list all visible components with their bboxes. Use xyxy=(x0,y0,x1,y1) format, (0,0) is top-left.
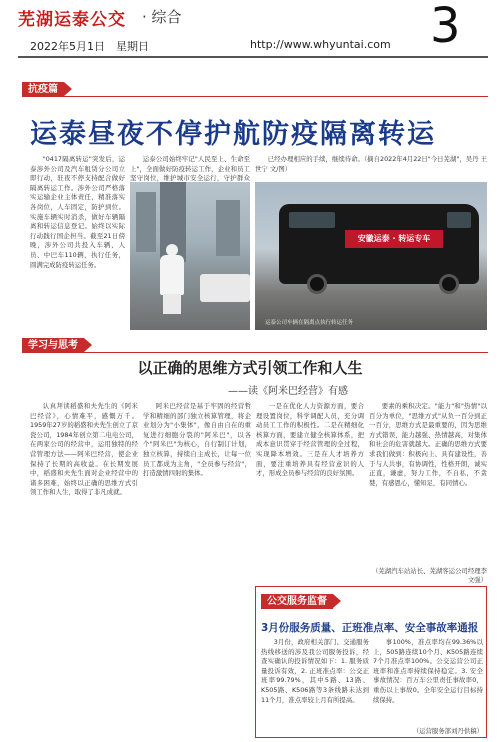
article3-headline: 3月份服务质量、正班准点率、安全事故率通报 xyxy=(261,622,479,634)
article3-body-col2: 事100%，准点率均在99.36%以上，505路连续10个月、K505路连续7个月准点率100%。公交运营公司正班率和准点率持续保持稳定。3. 安全事故情况：百万车公里责任事故率0，重伤以上事故0。全年安全运行目标持续保持。 xyxy=(373,638,483,704)
article2-body-col1: 认真拜读稻盛和夫先生的《阿米巴经营》，心情难平，感慨万千。1959年27岁的稻盛和夫先生创立了京瓷公司，1984年创立第二电电公司，在两家公司的经营中，运用独特的经营管理方法——阿米巴经营，使企业保持了长期的高收益。在长期发展中，稻盛和夫先生面对企业经营中的诸多困难，始终以正确的思维方式引领工作和人生，取得了非凡成就。 xyxy=(30,402,138,497)
article2-attribution: （芜湖汽车站站长、芜湖客运公司经理李文强） xyxy=(371,567,487,584)
article2-headline: 以正确的思维方式引领工作和人生 xyxy=(137,359,363,377)
ppe-worker-figure xyxy=(158,244,186,314)
article2-subhead: ——读《阿米巴经营》有感 xyxy=(228,386,348,397)
section-name: · 综合 xyxy=(142,8,182,26)
bus-banner: 安徽运泰 · 转运专车 xyxy=(345,230,443,248)
section-tag-study: 学习与思考 xyxy=(22,338,84,353)
page-number: 3 xyxy=(430,0,461,54)
article3-body-col1: 3月份，政府相关部门、交通服务热线移送的涉及我公司服务投诉，经查实确认的投诉情况如下：1. 服务质量投诉有效，2. 正班准点率：公交正班率99.79%，其中5路、13路、K505路、K506路等3条线路未达到11个月，准点率较上月有所提高。 xyxy=(261,638,369,704)
article1-headline: 运泰昼夜不停护航防疫隔离转运 xyxy=(30,119,436,150)
article1-body-col2: 运泰公司始终牢记"人民至上、生命至上"，全面做好防疫转运工作，企业和员工坚守岗位，维护城市安全运行，守护群众 xyxy=(130,155,250,183)
masthead xyxy=(0,0,500,58)
website-url[interactable]: http://www.whyuntai.com xyxy=(250,38,391,51)
bus xyxy=(279,204,479,284)
masthead-divider xyxy=(18,56,488,58)
article1-body-col1: "0417隔离转运"突发后，运泰涉外公司及汽车租赁分公司立即行动，驻夜不停支持配合做好隔离转运工作。涉外公司严格落实运输企业主体责任，精准落实各岗位，人车固定，防护到位。实施车辆实时消杀，做好车辆隔离和转运信息登记。始终以实际行动践行国企担当。截至21日傍晚，涉外公司共投入车辆、人员、中巴车110辆，执行任务，圆满完成防疫转运任务。 xyxy=(30,155,125,269)
photo-transfer-bus xyxy=(255,182,487,330)
article1-body-col3: 已经办理相应的手续，继续待命。（摘自2022年4月22日"今日芜湖"，吴丹 王世宁 文/图） xyxy=(255,155,487,173)
issue-date: 2022年5月1日 星期日 xyxy=(30,40,149,53)
photo-caption: 运泰公司车辆在隔离点执行转运任务 xyxy=(265,320,354,326)
section-tag-anti-epidemic: 抗疫篇 xyxy=(22,82,64,97)
section-tag-service-supervision: 公交服务监督 xyxy=(261,594,333,609)
article2-body-col3: 一是在优化人力资源方面，要合理设置岗位，科学调配人员，充分调动员工工作的积极性。二是在精细化核算方面，要建立健全核算体系，把成本意识贯穿于经营管理的全过程，实现降本增效。三是在人才培养方面，要注重培养具有经营意识的人才，形成全员参与经营的良好氛围。 xyxy=(256,402,364,478)
article2-body-col2: 阿米巴经营是基于牢固的经营哲学和精细的部门独立核算管理，将企业划分为"小集体"，像自由自在的重复进行细胞分裂的"阿米巴"，以各个"阿米巴"为核心，自行制订计划，独立核算，持续自主成长，让每一位员工都成为主角，"全员参与经营"，打造激情四射的集体。 xyxy=(143,402,251,478)
bus-in-background xyxy=(200,274,250,302)
section-rule xyxy=(22,352,488,353)
photo-ppe-worker xyxy=(130,182,250,330)
section-rule xyxy=(22,96,488,97)
article2-body-col4: 要素的乘积决定。"能力"和"热情"以百分为单位，"思维方式"从负一百分到正一百分，思维方式是最重要的，因为思维方式错误，能力越强、热情越高，对集体和社会的危害就越大。正确的思维方式要求我们做到：积极向上、具有建设性，善于与人共事，有协调性，性格开朗，诚实正直，谦虚，努力工作，不自私，不贪婪，有感恩心，懂知足，有同情心。 xyxy=(369,402,487,487)
article3-attribution: （运营服务部刘丹供稿） xyxy=(412,727,483,735)
newspaper-logo: 芜湖运泰公交 xyxy=(18,10,126,30)
